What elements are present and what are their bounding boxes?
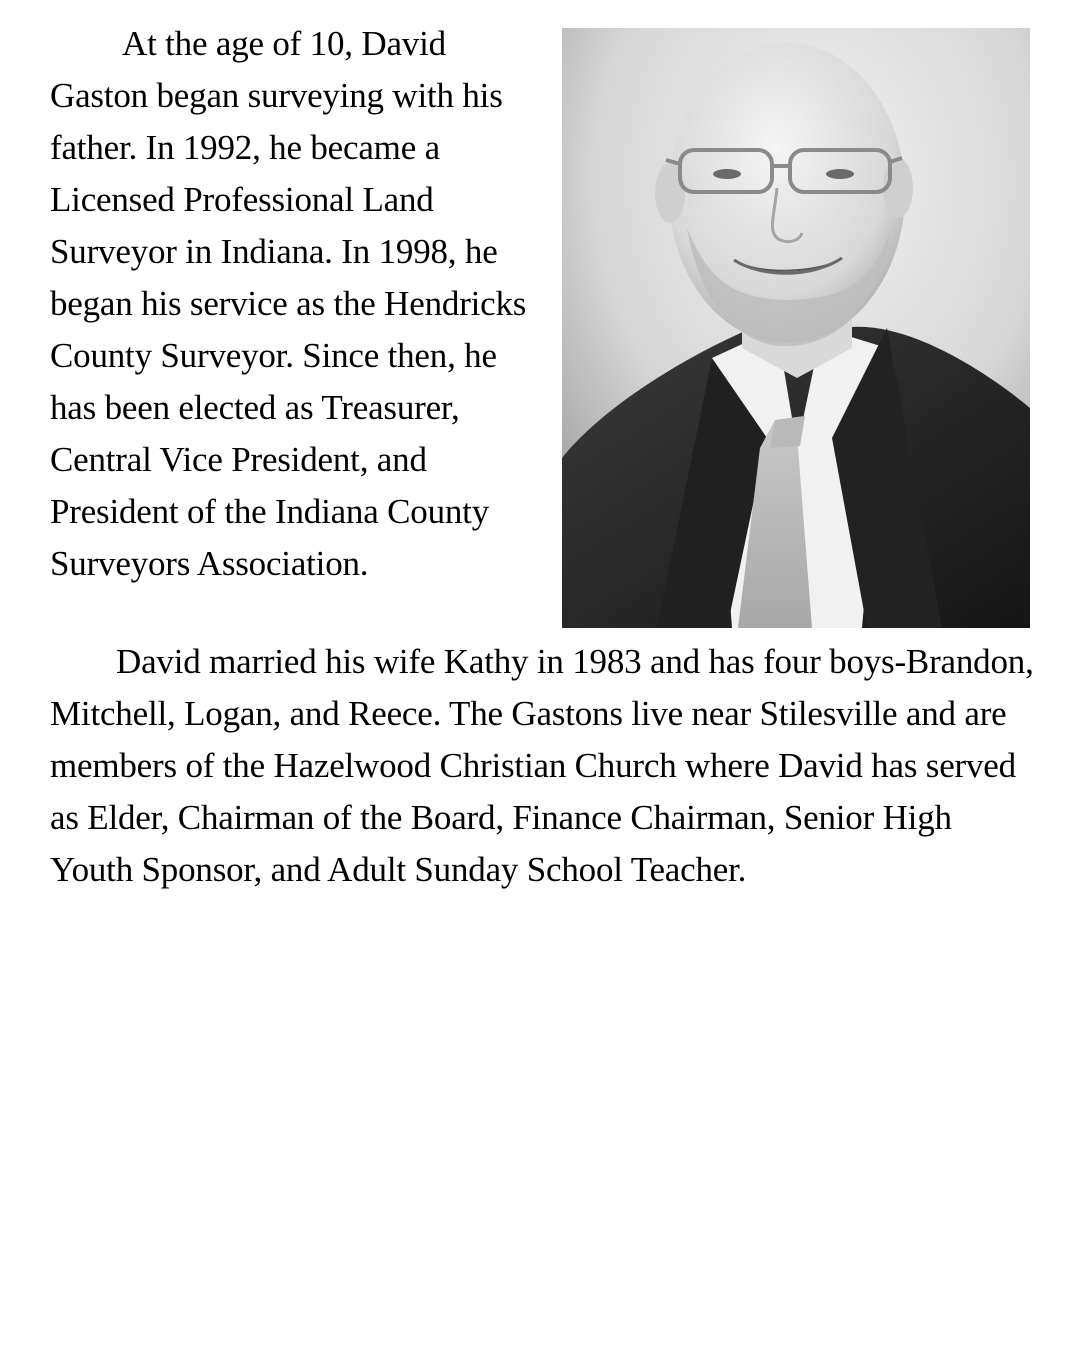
bio-page bbox=[50, 24, 1040, 896]
bio-paragraph-1: At the age of 10, David Gaston began surveying with his father. In 1992, he became a Licensed Professional Land Surveyor in Indiana. In 1998, he began his service as the Hendricks County Surveyor. Since then, he has been elected as Treasurer, Central Vice President, and President of the Indiana County Surveyors Association. bbox=[50, 24, 527, 583]
portrait-illustration bbox=[562, 28, 1030, 628]
bio-paragraph-2: David married his wife Kathy in 1983 and has four boys-Brandon, Mitchell, Logan, and Reece. The Gastons live near Stilesville and are members of the Hazelwood Christian Church where David has served as Elder, Chairman of the Board, Finance Chairman, Senior High Youth Sponsor, and Adult Sunday School Teacher. bbox=[50, 642, 1034, 889]
portrait-photo bbox=[562, 28, 1030, 628]
